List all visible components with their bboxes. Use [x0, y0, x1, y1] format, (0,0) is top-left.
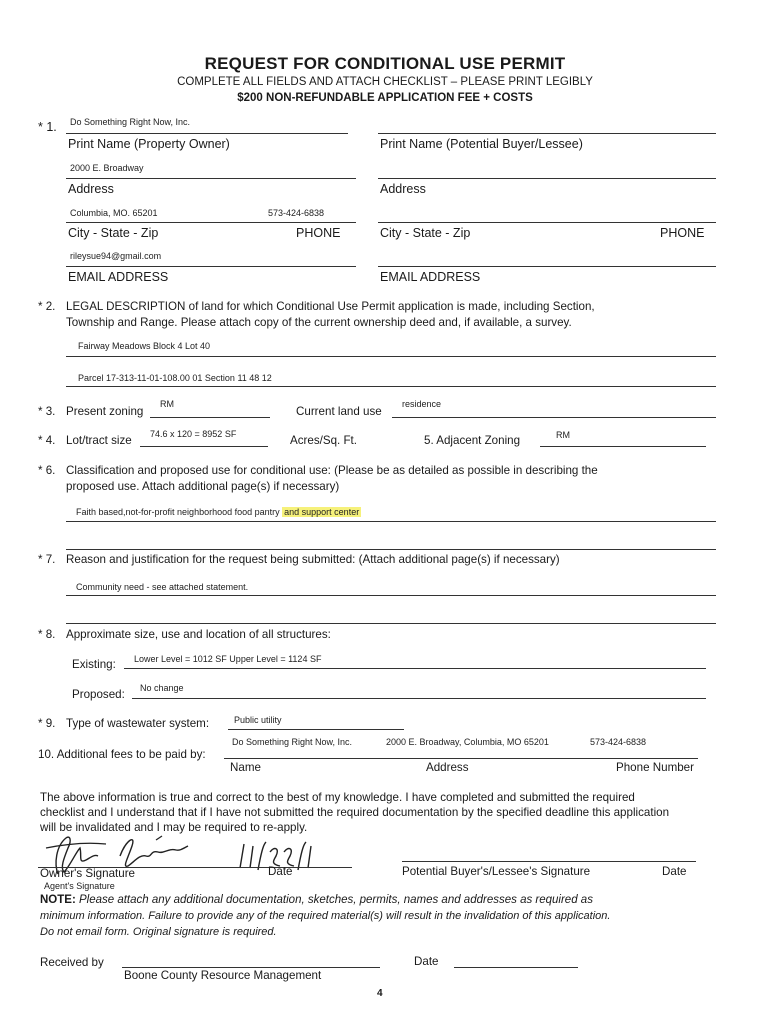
buyer-phone-label: PHONE — [660, 226, 705, 240]
buyer-signature-label: Potential Buyer's/Lessee's Signature — [402, 865, 591, 878]
current-land-use-value: residence — [402, 399, 442, 409]
lot-size-line — [140, 446, 268, 447]
q4-number: * 4. — [38, 434, 56, 447]
page-title: REQUEST FOR CONDITIONAL USE PERMIT — [204, 54, 566, 73]
fees-line — [224, 758, 698, 759]
adjacent-zoning-label: 5. Adjacent Zoning — [424, 434, 521, 447]
justification-line-1 — [66, 595, 716, 596]
owner-city-label: City - State - Zip — [68, 226, 159, 240]
buyer-name-line — [378, 133, 716, 134]
present-zoning-line — [150, 417, 270, 418]
owner-email-label: EMAIL ADDRESS — [68, 270, 169, 284]
lot-size-value: 74.6 x 120 = 8952 SF — [150, 429, 237, 439]
proposed-use-line-1 — [66, 521, 716, 522]
q8-number: * 8. — [38, 628, 56, 641]
fees-name-value: Do Something Right Now, Inc. — [232, 737, 353, 747]
fees-name-label: Name — [230, 761, 261, 774]
current-land-use-label: Current land use — [296, 405, 382, 418]
owner-city-line — [66, 222, 356, 223]
page-number: 4 — [377, 988, 383, 999]
current-land-use-line — [392, 417, 716, 418]
justification-value: Community need - see attached statement. — [76, 582, 249, 592]
received-date-label: Date — [414, 955, 439, 968]
owner-phone-label: PHONE — [296, 226, 341, 240]
proposed-line — [132, 698, 706, 699]
buyer-email-label: EMAIL ADDRESS — [380, 270, 481, 284]
lot-size-label: Lot/tract size — [66, 434, 132, 447]
owner-phone-value: 573-424-6838 — [268, 208, 325, 218]
received-by-label: Received by — [40, 956, 104, 969]
q9-number: * 9. — [38, 717, 56, 730]
justification-line-2 — [66, 623, 716, 624]
buyer-city-label: City - State - Zip — [380, 226, 471, 240]
q7-number: * 7. — [38, 553, 56, 566]
owner-email-line — [66, 266, 356, 267]
proposed-use-value — [76, 507, 361, 517]
owner-date-label: Date — [268, 865, 293, 878]
q1-number: * 1. — [38, 120, 57, 134]
note-text-1: Please attach any additional documentation, sketches, permits, names and addresses as required as — [75, 894, 593, 906]
q6-text-2: proposed use. Attach additional page(s) if necessary) — [66, 480, 340, 493]
legal-description-line-1 — [66, 356, 716, 357]
fees-label: 10. Additional fees to be paid by: — [38, 748, 206, 761]
owner-signature-label: Owner's Signature — [40, 867, 136, 880]
q2-text-1: LEGAL DESCRIPTION of land for which Conditional Use Permit application is made, including Section, — [66, 300, 595, 313]
q2-text-2: Township and Range. Please attach copy of the current ownership deed and, if available, a survey. — [66, 316, 572, 329]
wastewater-label: Type of wastewater system: — [66, 717, 210, 730]
fees-address-label: Address — [426, 761, 469, 774]
received-date-line — [454, 967, 578, 968]
q6-number: * 6. — [38, 464, 56, 477]
certification-line-3: will be invalidated and I may be required to re-apply. — [40, 821, 308, 834]
buyer-name-label: Print Name (Potential Buyer/Lessee) — [380, 137, 583, 151]
owner-address-label: Address — [68, 182, 114, 196]
owner-name-label: Print Name (Property Owner) — [68, 137, 230, 151]
owner-address-line — [66, 178, 356, 179]
q8-text: Approximate size, use and location of all structures: — [66, 628, 331, 641]
note-line-1 — [40, 894, 593, 906]
wastewater-value: Public utility — [234, 715, 282, 725]
existing-value: Lower Level = 1012 SF Upper Level = 1124 SF — [134, 654, 322, 664]
existing-label: Existing: — [72, 658, 116, 671]
proposed-label: Proposed: — [72, 688, 125, 701]
owner-address-value: 2000 E. Broadway — [70, 163, 144, 173]
wastewater-line — [228, 729, 404, 730]
proposed-value: No change — [140, 683, 184, 693]
buyer-address-line — [378, 178, 716, 179]
present-zoning-value: RM — [160, 399, 174, 409]
fee-notice: $200 NON-REFUNDABLE APPLICATION FEE + COSTS — [237, 92, 533, 104]
page-subtitle: COMPLETE ALL FIELDS AND ATTACH CHECKLIST – PLEASE PRINT LEGIBLY — [177, 76, 593, 88]
fees-phone-value: 573-424-6838 — [590, 737, 647, 747]
agent-signature-label: Agent's Signature — [44, 881, 115, 891]
owner-name-line — [66, 133, 348, 134]
received-by-line — [122, 967, 380, 968]
adjacent-zoning-value: RM — [556, 430, 570, 440]
certification-line-2: checklist and I understand that if I have not submitted the required documentation by the specified deadline this application — [40, 806, 670, 819]
note-label: NOTE: — [40, 894, 76, 906]
owner-city-value: Columbia, MO. 65201 — [70, 208, 158, 218]
note-line-3: Do not email form. Original signature is required. — [40, 926, 277, 938]
legal-description-value-2: Parcel 17-313-11-01-108.00 01 Section 11 48 12 — [78, 373, 272, 383]
present-zoning-label: Present zoning — [66, 405, 144, 418]
fees-address-value: 2000 E. Broadway, Columbia, MO 65201 — [386, 737, 549, 747]
owner-email-value: rileysue94@gmail.com — [70, 251, 162, 261]
proposed-use-line-2 — [66, 549, 716, 550]
buyer-city-line — [378, 222, 716, 223]
certification-line-1: The above information is true and correct to the best of my knowledge. I have completed and submitted the required — [40, 791, 635, 804]
proposed-use-text: Faith based,not-for-profit neighborhood food pantry — [76, 507, 283, 517]
lot-size-units: Acres/Sq. Ft. — [290, 434, 358, 447]
legal-description-value-1: Fairway Meadows Block 4 Lot 40 — [78, 341, 211, 351]
q3-number: * 3. — [38, 405, 56, 418]
existing-line — [124, 668, 706, 669]
buyer-address-label: Address — [380, 182, 426, 196]
note-line-2: minimum information. Failure to provide any of the required material(s) will result in the invalidation of this application. — [40, 910, 611, 922]
proposed-use-highlight: and support center — [284, 507, 360, 517]
fees-phone-label: Phone Number — [616, 761, 694, 774]
buyer-date-label: Date — [662, 865, 687, 878]
buyer-signature-line — [402, 861, 696, 862]
legal-description-line-2 — [66, 386, 716, 387]
owner-name-value: Do Something Right Now, Inc. — [70, 117, 191, 127]
q6-text-1: Classification and proposed use for conditional use: (Please be as detailed as possible in describing the — [66, 464, 598, 477]
buyer-email-line — [378, 266, 716, 267]
q7-text: Reason and justification for the request being submitted: (Attach additional page(s) if necessary) — [66, 553, 560, 566]
department-label: Boone County Resource Management — [124, 969, 322, 982]
adjacent-zoning-line — [540, 446, 706, 447]
q2-number: * 2. — [38, 300, 56, 313]
